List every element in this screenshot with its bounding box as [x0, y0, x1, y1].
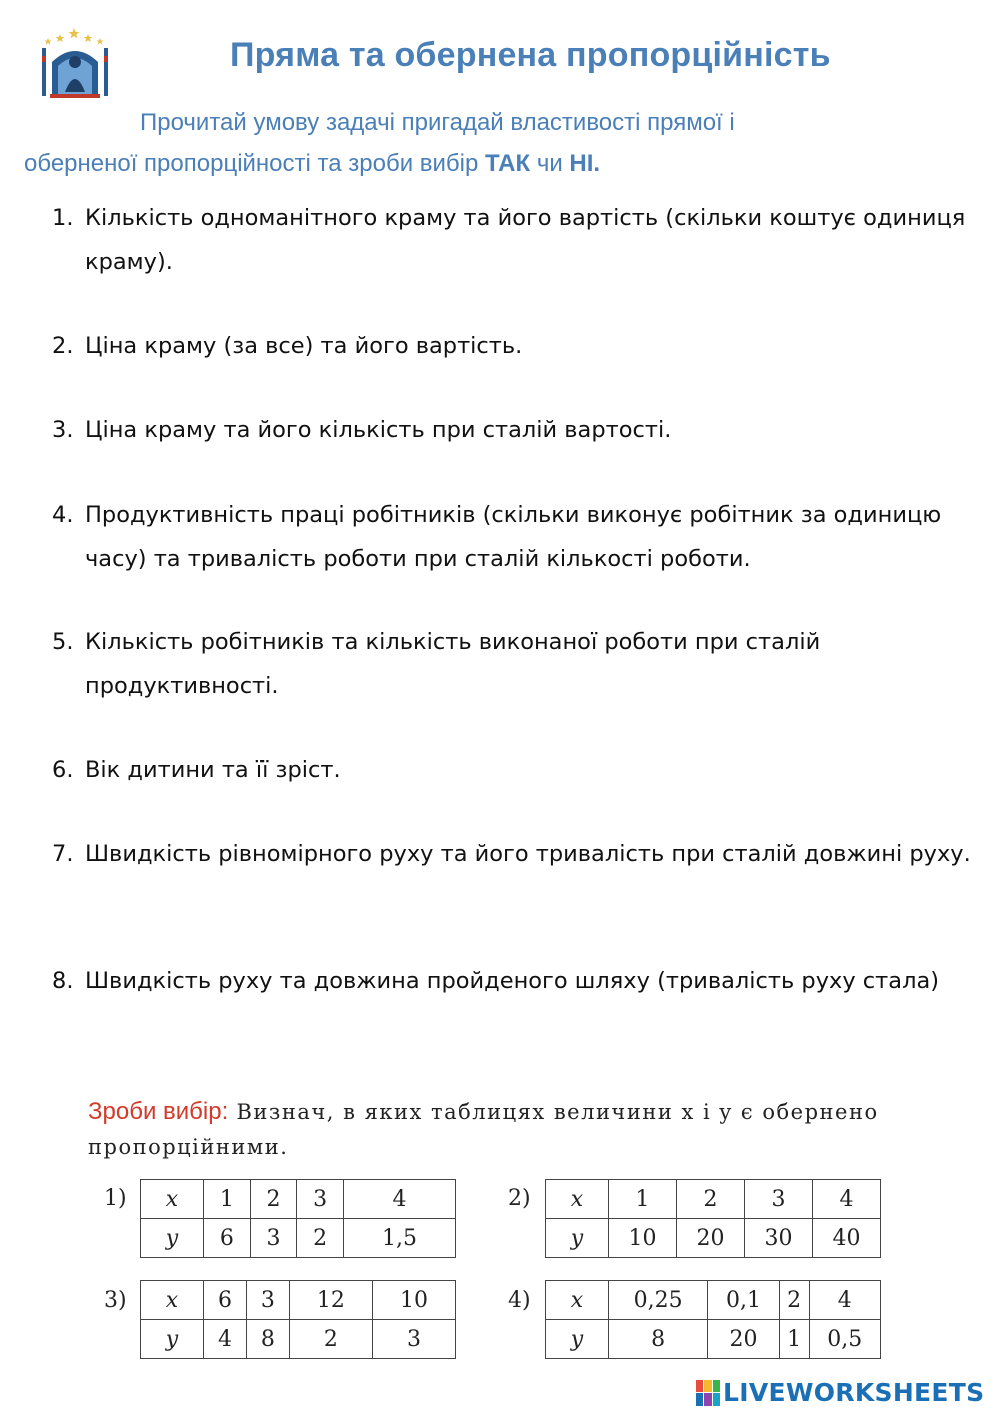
- table-label: 1): [104, 1186, 127, 1211]
- table-row: [141, 1281, 456, 1320]
- question-item: [52, 196, 972, 284]
- question-item: [52, 324, 972, 368]
- table-row: [141, 1320, 456, 1359]
- table-cell: 0,1: [708, 1281, 779, 1320]
- table-row: [141, 1219, 456, 1258]
- table-row: [546, 1281, 881, 1320]
- question-text: Кількість одноманітного краму та його вартість (скільки коштує одиниця краму).: [85, 205, 966, 275]
- table-cell: 1: [204, 1180, 251, 1219]
- table-label: 2): [508, 1186, 531, 1211]
- table-cell: 4: [343, 1180, 455, 1219]
- table-cell: 2: [297, 1219, 344, 1258]
- table-cell: 40: [813, 1219, 881, 1258]
- table-cell: 10: [609, 1219, 677, 1258]
- question-number: 4.: [52, 502, 74, 528]
- table-label: 4): [508, 1288, 531, 1313]
- table-cell: 8: [246, 1320, 289, 1359]
- question-text: Швидкість рівномірного руху та його тривалість при сталій довжині руху.: [85, 841, 971, 867]
- table-cell: 8: [609, 1320, 708, 1359]
- school-logo-icon: [38, 26, 114, 102]
- or-word: чи: [530, 150, 570, 177]
- table-label: 3): [104, 1288, 127, 1313]
- question-text: Продуктивність праці робітників (скільки виконує робітник за одиницю часу) та тривалість роботи при сталій кількості роботи.: [85, 502, 942, 572]
- table-cell: 3: [250, 1219, 297, 1258]
- table-cell: 30: [745, 1219, 813, 1258]
- table-cell: y: [546, 1219, 609, 1258]
- table-cell: 4: [204, 1320, 247, 1359]
- question-text: Вік дитини та її зріст.: [85, 757, 341, 783]
- table-row: [546, 1180, 881, 1219]
- question-text: Ціна краму та його кількість при сталій вартості.: [85, 417, 672, 443]
- table-cell: 6: [204, 1219, 251, 1258]
- table-cell: 3: [246, 1281, 289, 1320]
- instructions-line-2: оберненої пропорційності та зроби вибір: [24, 150, 486, 177]
- task-prompt: [88, 1094, 888, 1165]
- question-text: Кількість робітників та кількість виконаної роботи при сталій продуктивності.: [85, 629, 821, 699]
- value-table-4: [545, 1280, 881, 1359]
- table-cell: 3: [745, 1180, 813, 1219]
- table-cell: 1,5: [343, 1219, 455, 1258]
- table-cell: x: [546, 1281, 609, 1320]
- table-cell: 6: [204, 1281, 247, 1320]
- question-number: 7.: [52, 841, 74, 867]
- table-cell: 1: [609, 1180, 677, 1219]
- table-cell: x: [546, 1180, 609, 1219]
- liveworksheets-brand: [696, 1378, 984, 1407]
- table-row: [546, 1320, 881, 1359]
- table-cell: 2: [677, 1180, 745, 1219]
- value-table-1: [140, 1179, 456, 1258]
- instructions: [24, 102, 924, 184]
- question-item: [52, 408, 972, 452]
- table-cell: 20: [708, 1320, 779, 1359]
- table-cell: 3: [372, 1320, 455, 1359]
- question-item: [52, 748, 972, 792]
- table-cell: 4: [813, 1180, 881, 1219]
- no-keyword: НІ.: [569, 150, 601, 177]
- question-item: [52, 832, 972, 876]
- question-text: Швидкість руху та довжина пройденого шляху (тривалість руху стала): [85, 968, 940, 994]
- table-cell: 2: [779, 1281, 809, 1320]
- yes-keyword: ТАК: [485, 150, 531, 177]
- instructions-line-1: Прочитай умову задачі пригадай властивості прямої і: [140, 109, 735, 136]
- question-number: 3.: [52, 417, 74, 443]
- table-cell: 2: [250, 1180, 297, 1219]
- table-cell: 0,25: [609, 1281, 708, 1320]
- table-cell: 2: [289, 1320, 372, 1359]
- table-cell: y: [141, 1320, 204, 1359]
- table-cell: 10: [372, 1281, 455, 1320]
- liveworksheets-logo-icon: [696, 1380, 720, 1406]
- table-cell: 0,5: [809, 1320, 881, 1359]
- page-title: Пряма та обернена пропорційність: [230, 36, 831, 74]
- table-cell: 20: [677, 1219, 745, 1258]
- question-number: 1.: [52, 205, 74, 231]
- table-cell: 12: [289, 1281, 372, 1320]
- value-table-3: [140, 1280, 456, 1359]
- task-text: Визнач, в яких таблицях величини x і y є обернено пропорційними.: [88, 1100, 879, 1159]
- table-cell: 3: [297, 1180, 344, 1219]
- table-cell: x: [141, 1281, 204, 1320]
- table-cell: 1: [779, 1320, 809, 1359]
- question-number: 6.: [52, 757, 74, 783]
- question-number: 8.: [52, 968, 74, 994]
- table-row: [141, 1180, 456, 1219]
- table-row: [546, 1219, 881, 1258]
- value-table-2: [545, 1179, 881, 1258]
- question-item: [52, 959, 972, 1003]
- question-number: 5.: [52, 629, 74, 655]
- table-cell: 4: [809, 1281, 881, 1320]
- question-text: Ціна краму (за все) та його вартість.: [85, 333, 523, 359]
- task-lead: Зроби вибір:: [88, 1098, 229, 1125]
- question-number: 2.: [52, 333, 74, 359]
- table-cell: y: [141, 1219, 204, 1258]
- brand-name: LIVEWORKSHEETS: [723, 1378, 985, 1407]
- question-item: [52, 620, 972, 708]
- question-item: [52, 493, 972, 581]
- table-cell: x: [141, 1180, 204, 1219]
- table-cell: y: [546, 1320, 609, 1359]
